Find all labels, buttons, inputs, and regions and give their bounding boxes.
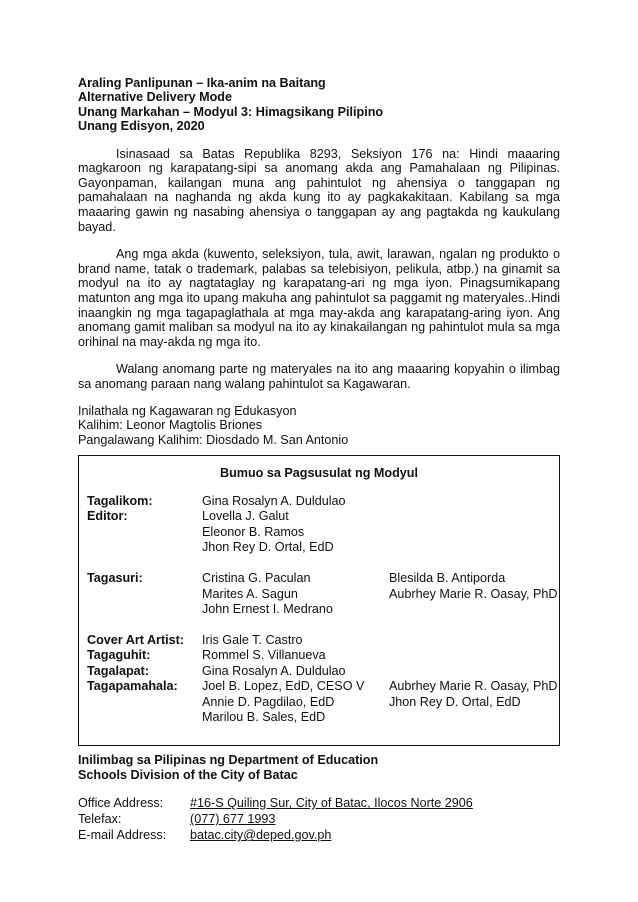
tagasuri-col1 — [202, 571, 333, 617]
tagaguhit-label: Tagaguhit: — [87, 648, 151, 663]
tagapamahala-col2 — [389, 679, 557, 710]
tagapamahala-name: Annie D. Pagdilao, EdD — [202, 694, 335, 709]
tagaguhit-name: Rommel S. Villanueva — [202, 648, 326, 663]
copyright-paragraph-3: Walang anomang parte ng materyales na ito ang maaaring kopyahin o ilimbag sa anomang paraan nang walang pahintulot sa Kagawaran. — [78, 362, 560, 391]
editor-label: Editor: — [87, 509, 128, 524]
secretary-line: Kalihim: Leonor Magtolis Briones — [78, 418, 263, 433]
tagapamahala-name: Jhon Rey D. Ortal, EdD — [389, 694, 521, 709]
tagapamahala-name: Aubrhey Marie R. Oasay, PhD — [389, 679, 558, 694]
tagasuri-name: Blesilda B. Antiporda — [389, 571, 506, 586]
box-title: Bumuo sa Pagsusulat ng Modyul — [219, 466, 419, 481]
printing-info — [78, 753, 560, 782]
tagapamahala-name: Marilou B. Sales, EdD — [202, 710, 326, 725]
editor-name: Eleonor B. Ramos — [202, 524, 305, 539]
telefax-label: Telefax: — [78, 812, 122, 827]
tagalapat-name: Gina Rosalyn A. Duldulao — [202, 664, 346, 679]
tagapamahala-col1 — [202, 679, 364, 725]
email-label: E-mail Address: — [78, 828, 167, 843]
tagasuri-name: Cristina G. Paculan — [202, 571, 311, 586]
cover-artist-name: Iris Gale T. Castro — [202, 633, 303, 648]
copyright-paragraph-1: Isinasaad sa Batas Republika 8293, Seksiyon 176 na: Hindi maaaring magkaroon ng karapatang-sipi sa anomang akda ang Pamahalaan ng Pilipinas. Gayonpaman, kailangan muna ang pahintulot ng ahensiya o tanggapan ng pamahalaan na naghanda ng akda kung ito ay pagkakakitaan. Kabilang sa mga maaaring gawin ng nasabing ahensiya o tanggapan ay ang pagtakda ng kaukulang bayad. — [78, 146, 560, 234]
module-writers-box — [78, 455, 560, 746]
tagasuri-name: Aubrhey Marie R. Oasay, PhD — [389, 586, 558, 601]
document-page — [78, 76, 560, 844]
publisher-line: Inilathala ng Kagawaran ng Edukasyon — [78, 403, 297, 418]
tagapamahala-label: Tagapamahala: — [87, 679, 178, 694]
delivery-mode: Alternative Delivery Mode — [78, 90, 232, 105]
undersecretary-line: Pangalawang Kalihim: Diosdado M. San Antonio — [78, 432, 349, 447]
contact-info — [78, 796, 560, 844]
office-address-label: Office Address: — [78, 796, 164, 811]
module-title: Unang Markahan – Modyul 3: Himagsikang Pilipino — [78, 104, 384, 119]
editor-name: Jhon Rey D. Ortal, EdD — [202, 540, 334, 555]
subject-title: Araling Panlipunan – Ika-anim na Baitang — [78, 76, 326, 90]
tagalikom-name: Gina Rosalyn A. Duldulao — [202, 494, 346, 509]
copyright-paragraph-2: Ang mga akda (kuwento, seleksiyon, tula, awit, larawan, ngalan ng produkto o brand name, tatak o trademark, palabas sa telebisiyon, pelikula, atbp.) na ginamit sa modyul na ito ay nagtataglay ng karapatang-ari ng mga iyon. Pinagsumikapang matunton ang mga ito upang makuha ang pahintulot sa paggamit ng materyales..Hindi inaangkin ng mga tagapaglathala at mga may-akda ang karapatang-aring iyon. Ang anomang gamit maliban sa modyul na ito ay kinakailangan ng pahintulot mula sa mga orihinal na may-akda ng mga ito. — [78, 247, 560, 349]
division-line: Schools Division of the City of Batac — [78, 767, 298, 782]
editor-name: Lovella J. Galut — [202, 509, 289, 524]
editor-names — [202, 509, 334, 555]
tagasuri-label: Tagasuri: — [87, 571, 143, 586]
printed-by-line: Inilimbag sa Pilipinas ng Department of Education — [78, 753, 379, 768]
publisher-info — [78, 404, 560, 448]
telefax-link[interactable]: (077) 677 1993 — [190, 812, 276, 827]
office-address-link[interactable]: #16-S Quiling Sur, City of Batac, Ilocos Norte 2906 — [190, 796, 473, 811]
tagasuri-name: Marites A. Sagun — [202, 586, 298, 601]
document-header — [78, 76, 560, 134]
tagasuri-col2 — [389, 571, 557, 602]
tagalikom-label: Tagalikom: — [87, 494, 153, 509]
tagasuri-name: John Ernest I. Medrano — [202, 602, 333, 617]
edition: Unang Edisyon, 2020 — [78, 119, 205, 134]
email-link[interactable]: batac.city@deped.gov.ph — [190, 828, 332, 843]
tagapamahala-name: Joel B. Lopez, EdD, CESO V — [202, 679, 365, 694]
cover-artist-label: Cover Art Artist: — [87, 633, 185, 648]
tagalapat-label: Tagalapat: — [87, 664, 150, 679]
